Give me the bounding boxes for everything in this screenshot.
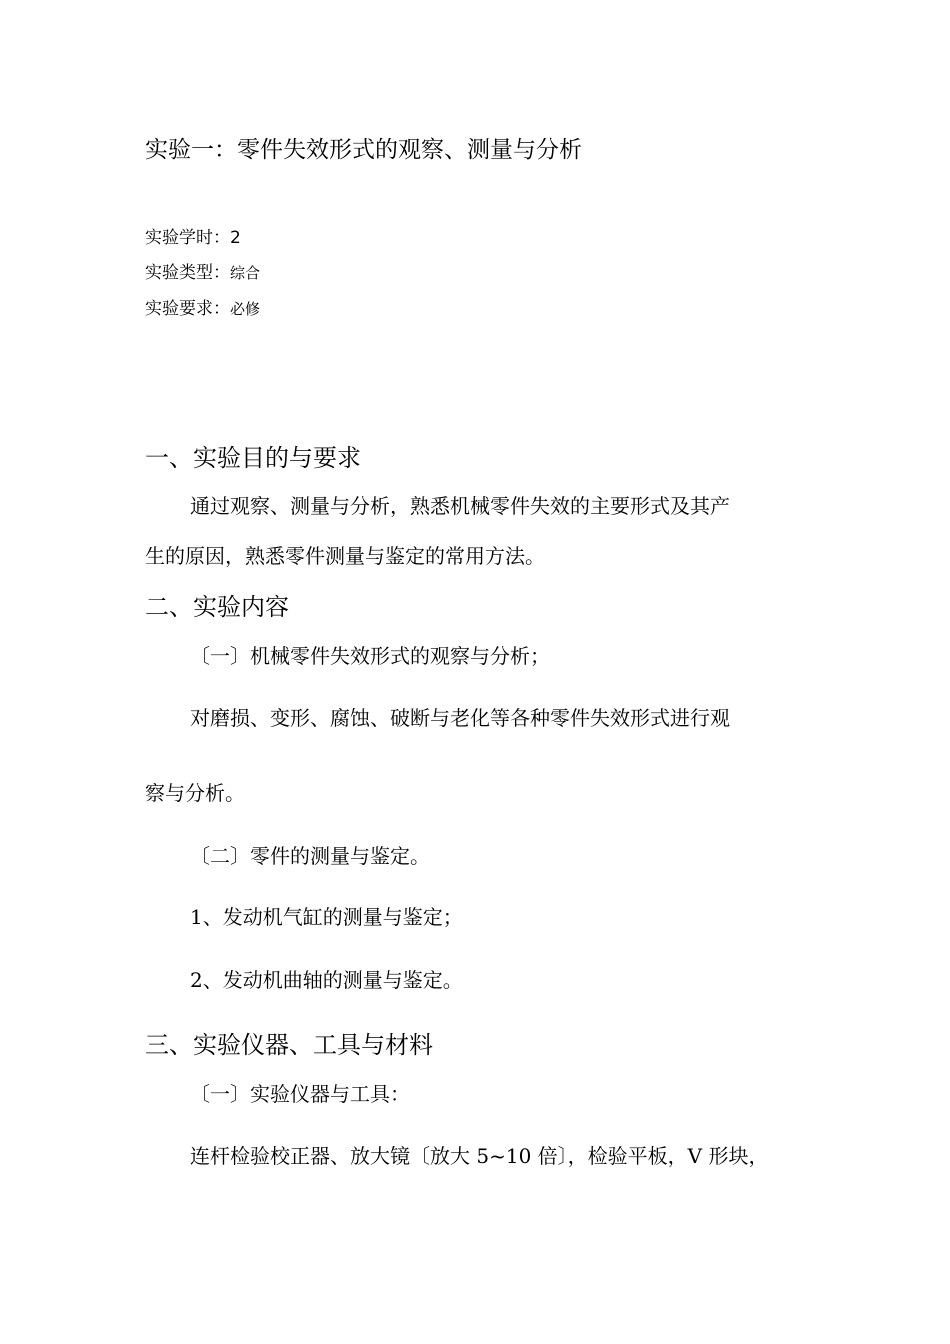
section-3-line-1: 连杆检验校正器、放大镜〔放大 5~10 倍〕，检验平板，V 形块， xyxy=(190,1144,769,1168)
section-3-heading: 三、实验仪器、工具与材料 xyxy=(145,1031,433,1059)
meta-requirement-label: 实验要求： xyxy=(145,299,230,319)
section-2-heading: 二、实验内容 xyxy=(145,593,289,621)
meta-hours xyxy=(145,229,241,247)
section-2-item-2: 2、发动机曲轴的测量与鉴定。 xyxy=(190,968,463,992)
section-1-heading: 一、实验目的与要求 xyxy=(145,444,361,472)
section-3-sub-1-heading: 〔一〕实验仪器与工具： xyxy=(190,1082,410,1106)
meta-type xyxy=(145,264,260,282)
section-2-sub-1-line-1: 对磨损、变形、腐蚀、破断与老化等各种零件失效形式进行观 xyxy=(190,706,730,730)
section-1-paragraph-line-2: 生的原因，熟悉零件测量与鉴定的常用方法。 xyxy=(145,544,545,568)
meta-type-value: 综合 xyxy=(230,264,261,282)
section-1-paragraph-line-1: 通过观察、测量与分析，熟悉机械零件失效的主要形式及其产 xyxy=(190,494,730,518)
meta-type-label: 实验类型： xyxy=(145,263,230,283)
document-title: 实验一：零件失效形式的观察、测量与分析 xyxy=(145,137,582,163)
section-2-item-1: 1、发动机气缸的测量与鉴定； xyxy=(190,905,463,929)
meta-hours-label: 实验学时： xyxy=(145,228,230,248)
meta-requirement-value: 必修 xyxy=(230,300,261,318)
section-2-sub-1-heading: 〔一〕机械零件失效形式的观察与分析； xyxy=(190,644,550,668)
section-2-sub-1-line-2: 察与分析。 xyxy=(145,781,245,805)
meta-hours-value: 2 xyxy=(230,228,241,248)
section-2-sub-2-heading: 〔二〕零件的测量与鉴定。 xyxy=(190,844,430,868)
meta-requirement xyxy=(145,300,260,318)
